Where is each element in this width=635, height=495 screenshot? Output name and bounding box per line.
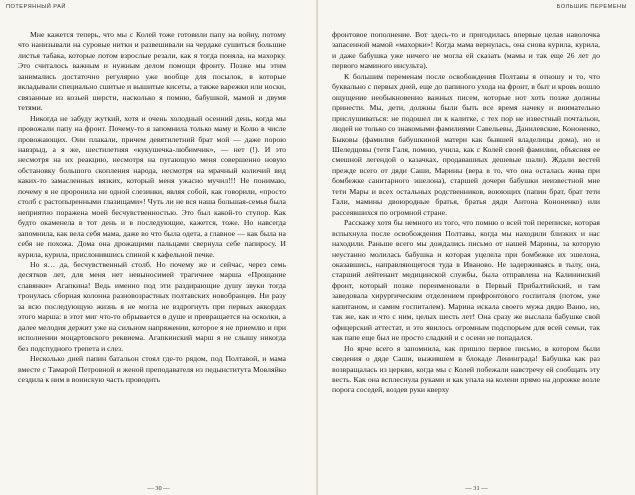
paragraph-continued: фронтовое пополнение. Вот здесь-то и пригодилась впервые целая наволочка запасенной мамой «махорки»! Когда мама вернулась, она снова курила, курила, и даже бабушка уже ничего не могла ей сказать (мамы и так еще 26 лет до первого маминого инсульта). <box>332 30 600 71</box>
right-page-body <box>332 30 600 396</box>
page-number-left: — 30 — <box>147 485 170 492</box>
running-head-right: БОЛЬШИЕ ПЕРЕМЕНЫ <box>556 4 627 10</box>
paragraph: Мне кажется теперь, что мы с Колей тоже готовили папу на войну, потому что нанизывали на суровые нитки и развешивали на чердаке сушиться большие листья табака, которые потом взрослые резали, как я тогда поняла, на махорку. Это считалось важным и нужным делом помощи фронту. Позже мы этим занимались достаточно регулярно уже вообще для посылок, в которые вкладывали специально сшитые и вышитые кисеты, а также варежки или носки, связанные из козьей шерсти, насколько я помню, бабушкой, мамой и двумя тетями. <box>18 30 286 113</box>
paragraph: Никогда не забуду жуткий, хотя и очень холодный осенний день, когда мы провожали папу на фронт. Почему-то я запомнила только маму и Колю в числе провожающих. Они плакали, причем девятилетний брат мой — даже порою навзрыд, а я же, шестилетняя «кукушечка-любимчик», — нет (!). И это несмотря на их реакцию, несмотря на пугающую меня совершенно новую обстановку большого скопления народа, несмотря на мрачный колючий вид каких-то замасленных вязких, который меня ужасно мучил!!! Не понимаю, почему я не проронила ни одной слезинки, являя собой, как говорили, «просто столб с растопыренными глазищами»! Чуть ли не вся наша большая-семья была неприятно поражена моей бесчувственностью. Это был какой-то ступор. Как будто окаменела в тот день и в последующие, кажется, тоже. Но навсегда запомнила, как вела себя мама, даже во что была одета, а главное — как была на себя не похожа. Дома она дрожащими пальцами свернула себе папиросу. И курила, курила, прислонившись спиной к кафельной печке. <box>18 113 286 259</box>
running-head-left: ПОТЕРЯННЫЙ РАЙ <box>6 4 66 10</box>
paragraph: Расскажу хотя бы немного из того, что помню о всей той переписке, которая вспыхнула после освобождения Полтавы, когда мы находили близких и нас находили. Раньше всего мы дождались письмо от нашей Марины, за которую неустанно молилась бабушка и которая уцелела при бомбежке их эшелона, оказавшись, направляющегося туда в Иваново. Не задерживаясь в тылу, она, старший лейтенант медицинской службы, была отправлена на Калининский фронт, который позже переименовали в Первый Прибалтийский, и там заведовала хирургическим отделением прифронтового госпиталя (потом, уже капитаном, и самим госпиталем). Марина искала своего мужа дядю Ваню, но, так же, как и что с ним, целых шесть лет! Она сразу же выслала бабушке свой офицерский аттестат, и это явилось огромным подспорьем для всей семьи, так как папе еще был не просто сладкий и с осени не попадался. <box>332 218 600 343</box>
left-page <box>0 0 317 495</box>
right-page <box>318 0 635 495</box>
left-page-body <box>18 30 286 385</box>
page-number-right: — 31 — <box>465 485 488 492</box>
paragraph: Несколько дней папин батальон стоял где-то рядом, под Полтавой, и мама вместе с Тамарой Петровной и женой преподавателя из педынститута Мовляйко сездила к ним в воинскую часть проводить <box>18 354 286 384</box>
paragraph: Но я… да, бесчувственный столб. Но почему же и сейчас, через семь десятков лет, для меня нет невыносимей трагичнее марша «Прощание славянки» Агапкина! Ведь именно под эти раздирающие душу звуки тогда тронулась сборная колонна разновозрастных полтавских новобранцев. Ни разу за всю последующую жизнь я не могла не вздрогнуть при первых аккордах этого марша: в этот миг что-то обрывается в душе и превращается на осколки, а далее мелодия держит уже на сильном напряжении, которое я не приемлю и при исполнении моцартовского реквиема. Агапкинский марш я не слышу никогда без подспудного трепета и слез. <box>18 259 286 353</box>
paragraph: К большим переменам после освобождения Полтавы я отношу и то, что буквально с первых дней, еще до папиного ухода на фронт, в быт и кровь вошло ощущение необыкновенно важных писем, которые нот хоть позже должны принести. Мы, дети, должны были быть все время начеку и внимательно прислушиваться: не подошел ли к калитке, с тех пор не известный почтальон, людей не только со знакомыми фамилиями Савельевы, Данилевские, Кононенко, Быковы (фамилия бабушкиной матери как бывшей владелицы дома), но и Шеледцовы (тетя Галя, помню, учила, как с Колей своей фамилии, объясняя ее смешной легендой о казачках, продавашиых дешевые шали). Ждали вестей прежде всего от дяди Саши, Марины (вера в то, что она осталась жива при бомбежке санитарного эшелона), старшей дочери бабушки неизвестной мне тети Мары и всех остальных родственников, воюющих (папин брат, брат тети Гали, мамины двоюродные братья, братья дяди Антона Кононенко) или рассеявшихся по огромной стране. <box>332 71 600 217</box>
paragraph: Но ярче всего я запомнила, как пришло первое письмо, в котором были сведения о дяде Саши, выжившем в блокаде Ленинграда! Бабушка как раз возвращалась из церкви, когда мы с Колей побежали навстречу ей сообщать эту весть. Как она всплеснула руками и как упала на колени прямо на дорожке возле порога соседей, воздев руки кверху <box>332 343 600 395</box>
